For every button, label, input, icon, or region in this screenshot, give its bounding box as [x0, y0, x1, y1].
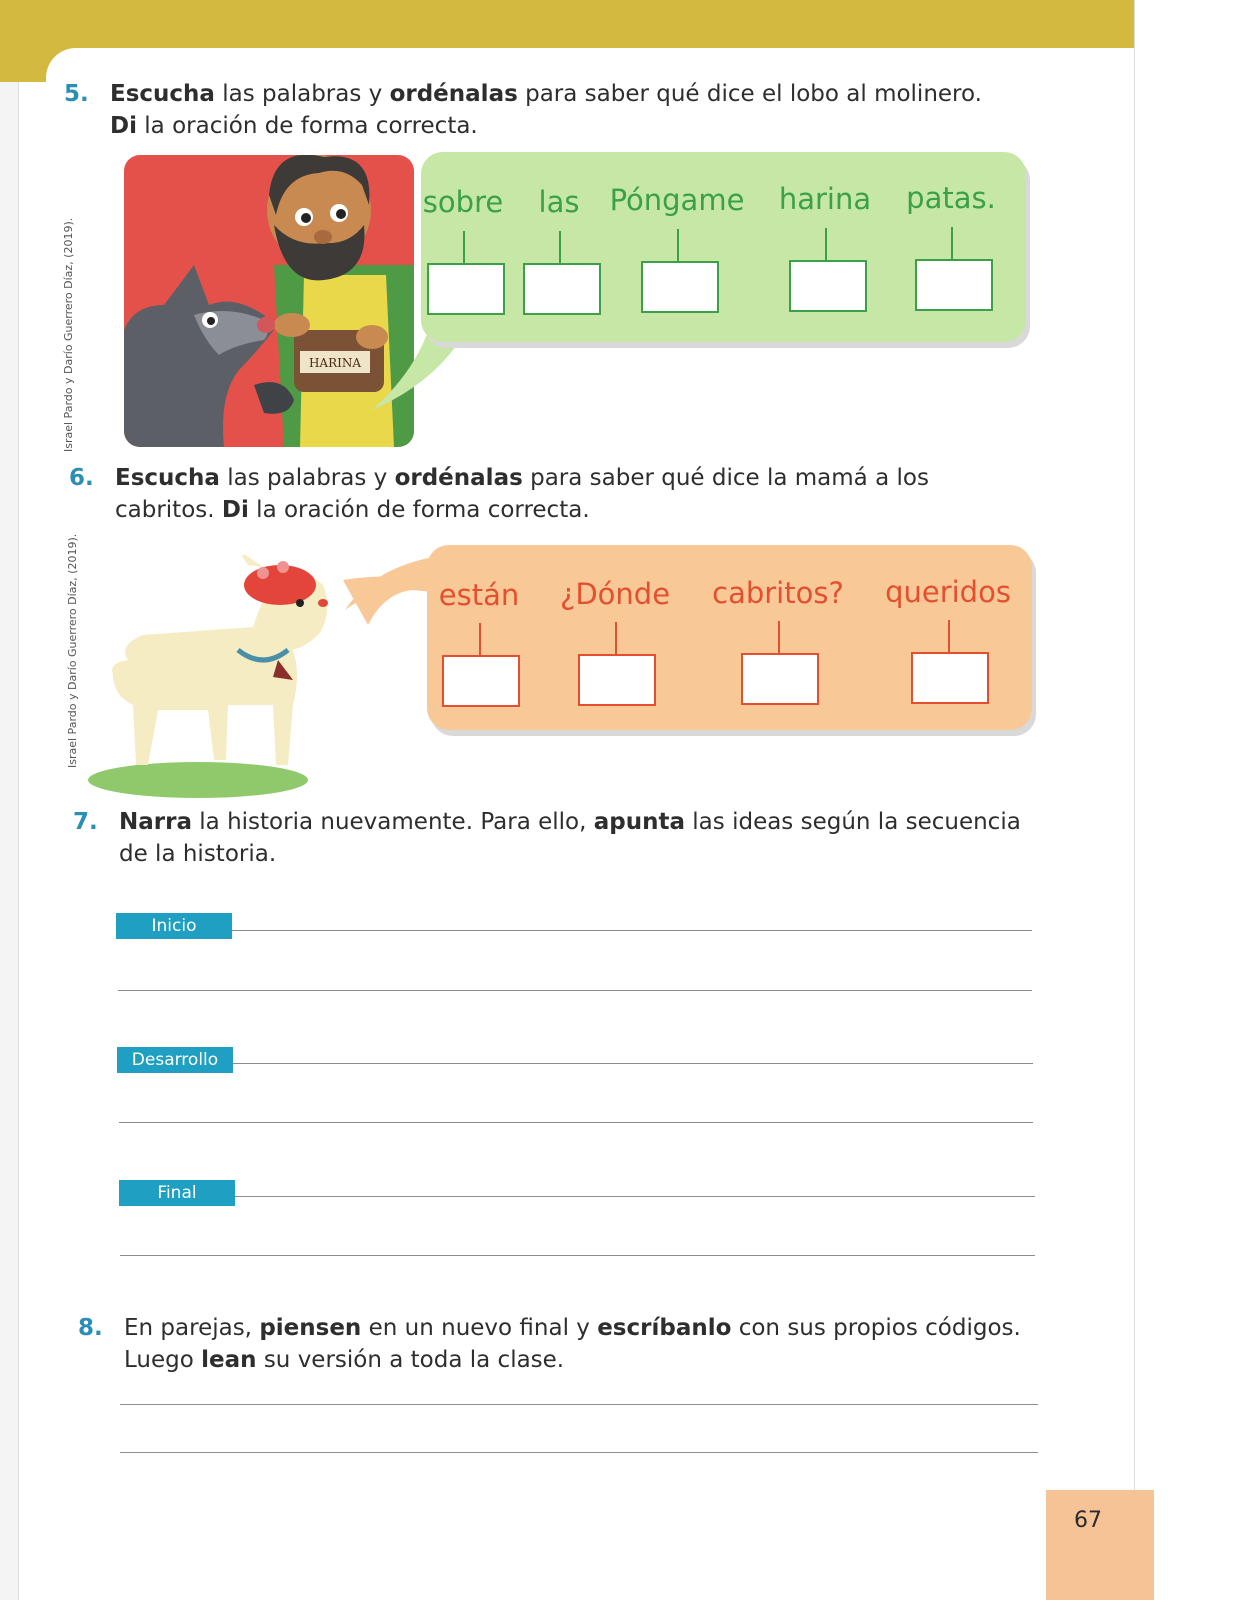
- order-answer-box[interactable]: [789, 260, 867, 312]
- question-line: En parejas, piensen en un nuevo final y escríbanlo con sus propios códigos.: [124, 1315, 1021, 1341]
- question-5: [64, 78, 982, 142]
- writing-line[interactable]: [120, 1255, 1035, 1256]
- connector-line: [677, 229, 679, 261]
- connector-line: [825, 228, 827, 260]
- word-card: cabritos?: [712, 576, 844, 610]
- word-bubble-goat: [427, 545, 1032, 730]
- order-answer-box[interactable]: [442, 655, 520, 707]
- word-card: queridos: [885, 575, 1011, 609]
- question-line: Narra la historia nuevamente. Para ello, apunta las ideas según la secuencia: [119, 809, 1021, 835]
- question-8: [78, 1312, 1021, 1376]
- connector-line: [559, 231, 561, 263]
- connector-line: [948, 620, 950, 652]
- wolf-miller-illustration: [124, 155, 414, 447]
- connector-line: [479, 623, 481, 655]
- harina-label: HARINA: [308, 356, 362, 370]
- question-number: 5.: [64, 81, 89, 107]
- section-tag-final: Final: [119, 1180, 235, 1206]
- question-line: Escucha las palabras y ordénalas para saber qué dice la mamá a los: [115, 465, 929, 491]
- question-line: Luego lean su versión a toda la clase.: [124, 1347, 565, 1373]
- question-7: [73, 806, 1021, 870]
- word-card: ¿Dónde: [559, 577, 671, 611]
- order-answer-box[interactable]: [641, 261, 719, 313]
- page-number: 67: [1074, 1508, 1102, 1533]
- writing-line[interactable]: [232, 930, 1032, 931]
- writing-line[interactable]: [118, 990, 1032, 991]
- question-number: 7.: [73, 809, 98, 835]
- image-credit: Israel Pardo y Darío Guerrero Díaz, (2019).: [66, 533, 79, 768]
- writing-line[interactable]: [235, 1196, 1035, 1197]
- word-card: harina: [778, 182, 872, 216]
- connector-line: [951, 227, 953, 259]
- page-spine: [0, 82, 19, 1600]
- section-tag-desarrollo: Desarrollo: [117, 1047, 233, 1073]
- question-line: Escucha las palabras y ordénalas para saber qué dice el lobo al molinero.: [110, 81, 982, 107]
- order-answer-box[interactable]: [578, 654, 656, 706]
- order-answer-box[interactable]: [523, 263, 601, 315]
- word-card: Póngame: [609, 183, 745, 217]
- word-card: las: [538, 185, 580, 219]
- writing-line[interactable]: [120, 1452, 1038, 1453]
- order-answer-box[interactable]: [911, 652, 989, 704]
- order-answer-box[interactable]: [915, 259, 993, 311]
- question-line: cabritos. Di la oración de forma correcta.: [115, 497, 590, 523]
- question-line: de la historia.: [119, 841, 277, 867]
- word-card: están: [438, 578, 520, 612]
- connector-line: [615, 622, 617, 654]
- order-answer-box[interactable]: [427, 263, 505, 315]
- section-tag-inicio: Inicio: [116, 913, 232, 939]
- word-bubble-wolf: [421, 152, 1026, 342]
- word-card: patas.: [906, 181, 996, 215]
- question-number: 6.: [69, 465, 94, 491]
- question-number: 8.: [78, 1315, 103, 1341]
- word-card: sobre: [422, 185, 504, 219]
- connector-line: [778, 621, 780, 653]
- order-answer-box[interactable]: [741, 653, 819, 705]
- question-line: Di la oración de forma correcta.: [110, 113, 478, 139]
- page-number-tab: [1046, 1490, 1154, 1600]
- writing-line[interactable]: [120, 1404, 1038, 1405]
- page-margin-right: [1134, 0, 1236, 1600]
- connector-line: [463, 231, 465, 263]
- writing-line[interactable]: [119, 1122, 1033, 1123]
- image-credit: Israel Pardo y Darío Guerrero Díaz, (2019).: [62, 217, 75, 452]
- question-6: [69, 462, 929, 526]
- writing-line[interactable]: [233, 1063, 1033, 1064]
